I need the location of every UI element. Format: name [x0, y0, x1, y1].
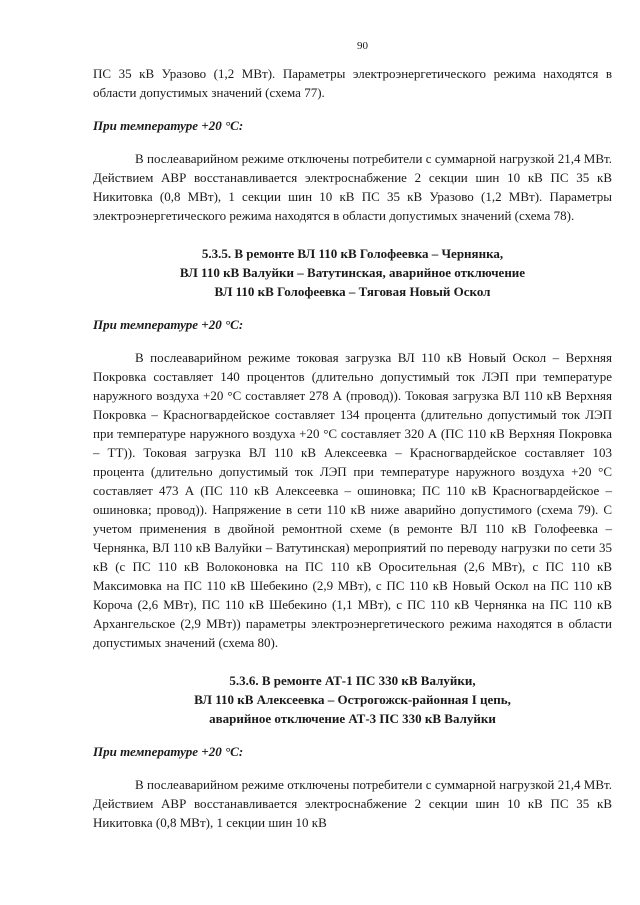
paragraph: В послеаварийном режиме отключены потребители с суммарной нагрузкой 21,4 МВт. Действием АВР восстанавливается электроснабжение 2 секции шин 10 кВ ПС 35 кВ Никитовка (0,8 МВт), 1 секции шин 10 кВ — [93, 777, 612, 830]
paragraph: В послеаварийном режиме отключены потребители с суммарной нагрузкой 21,4 МВт. Действием АВР восстанавливается электроснабжение 2 секции шин 10 кВ ПС 35 кВ Никитовка (0,8 МВт), 1 секции шин 10 кВ ПС 35 кВ Уразово (1,2 МВт). Параметры электроэнергетического режима находятся в области допустимых значений (схема 78). — [93, 151, 612, 223]
section-heading-line: ВЛ 110 кВ Валуйки – Ватутинская, аварийное отключение — [179, 265, 526, 280]
section-heading-line: аварийное отключение АТ-3 ПС 330 кВ Валуйки — [209, 711, 496, 726]
page-number: 90 — [357, 40, 368, 52]
section-heading-line: 5.3.5. В ремонте ВЛ 110 кВ Голофеевка – Чернянка, — [201, 246, 504, 261]
condition-label: При температуре +20 °С: — [93, 118, 244, 133]
condition-label: При температуре +20 °С: — [93, 317, 244, 332]
section-heading — [93, 671, 612, 728]
paragraph: ПС 35 кВ Уразово (1,2 МВт). Параметры электроэнергетического режима находятся в области допустимых значений (схема 77). — [93, 66, 612, 100]
section-heading-line: ВЛ 110 кВ Алексеевка – Острогожск-районная I цепь, — [194, 692, 511, 707]
paragraph: В послеаварийном режиме токовая загрузка ВЛ 110 кВ Новый Оскол – Верхняя Покровка составляет 140 процентов (длительно допустимый ток ЛЭП при температуре наружного воздуха +20 °С составляет 278 А (провод)). Токовая загрузка ВЛ 110 кВ Верхняя Покровка – Красногвардейское составляет 134 процента (длительно допустимый ток ЛЭП при температуре наружного воздуха +20 °С составляет 320 А (ПС 110 кВ Верхняя Покровка – ТТ)). Токовая загрузка ВЛ 110 кВ Алексеевка – Красногвардейское составляет 103 процента (длительно допустимый ток ЛЭП при температуре наружного воздуха +20 °С составляет 473 А (ПС 110 кВ Алексеевка – ошиновка; ПС 110 кВ Красногвардейское – ошиновка; провод)). Напряжение в сети 110 кВ ниже аварийно допустимого (схема 79). С учетом применения в двойной ремонтной схеме (в ремонте ВЛ 110 кВ Голофеевка – Чернянка, ВЛ 110 кВ Валуйки – Ватутинская) мероприятий по переводу нагрузки по сети 35 кВ (с ПС 110 кВ Волоконовка на ПС 110 кВ Оросительная (2,6 МВт), с ПС 110 кВ Максимовка на ПС 110 кВ Шебекино (2,9 МВт), с ПС 110 кВ Новый Оскол на ПС 110 кВ Короча (2,6 МВт), ПС 110 кВ Шебекино (1,1 МВт), с ПС 110 кВ Чернянка на ПС 110 кВ Архангельское (2,9 МВт)) параметры электроэнергетического режима находятся в области допустимых значений (схема 80). — [93, 350, 612, 650]
condition-label: При температуре +20 °С: — [93, 744, 244, 759]
section-heading — [93, 244, 612, 301]
section-heading-line: ВЛ 110 кВ Голофеевка – Тяговая Новый Оскол — [214, 284, 491, 299]
section-heading-line: 5.3.6. В ремонте АТ-1 ПС 330 кВ Валуйки, — [229, 673, 476, 688]
